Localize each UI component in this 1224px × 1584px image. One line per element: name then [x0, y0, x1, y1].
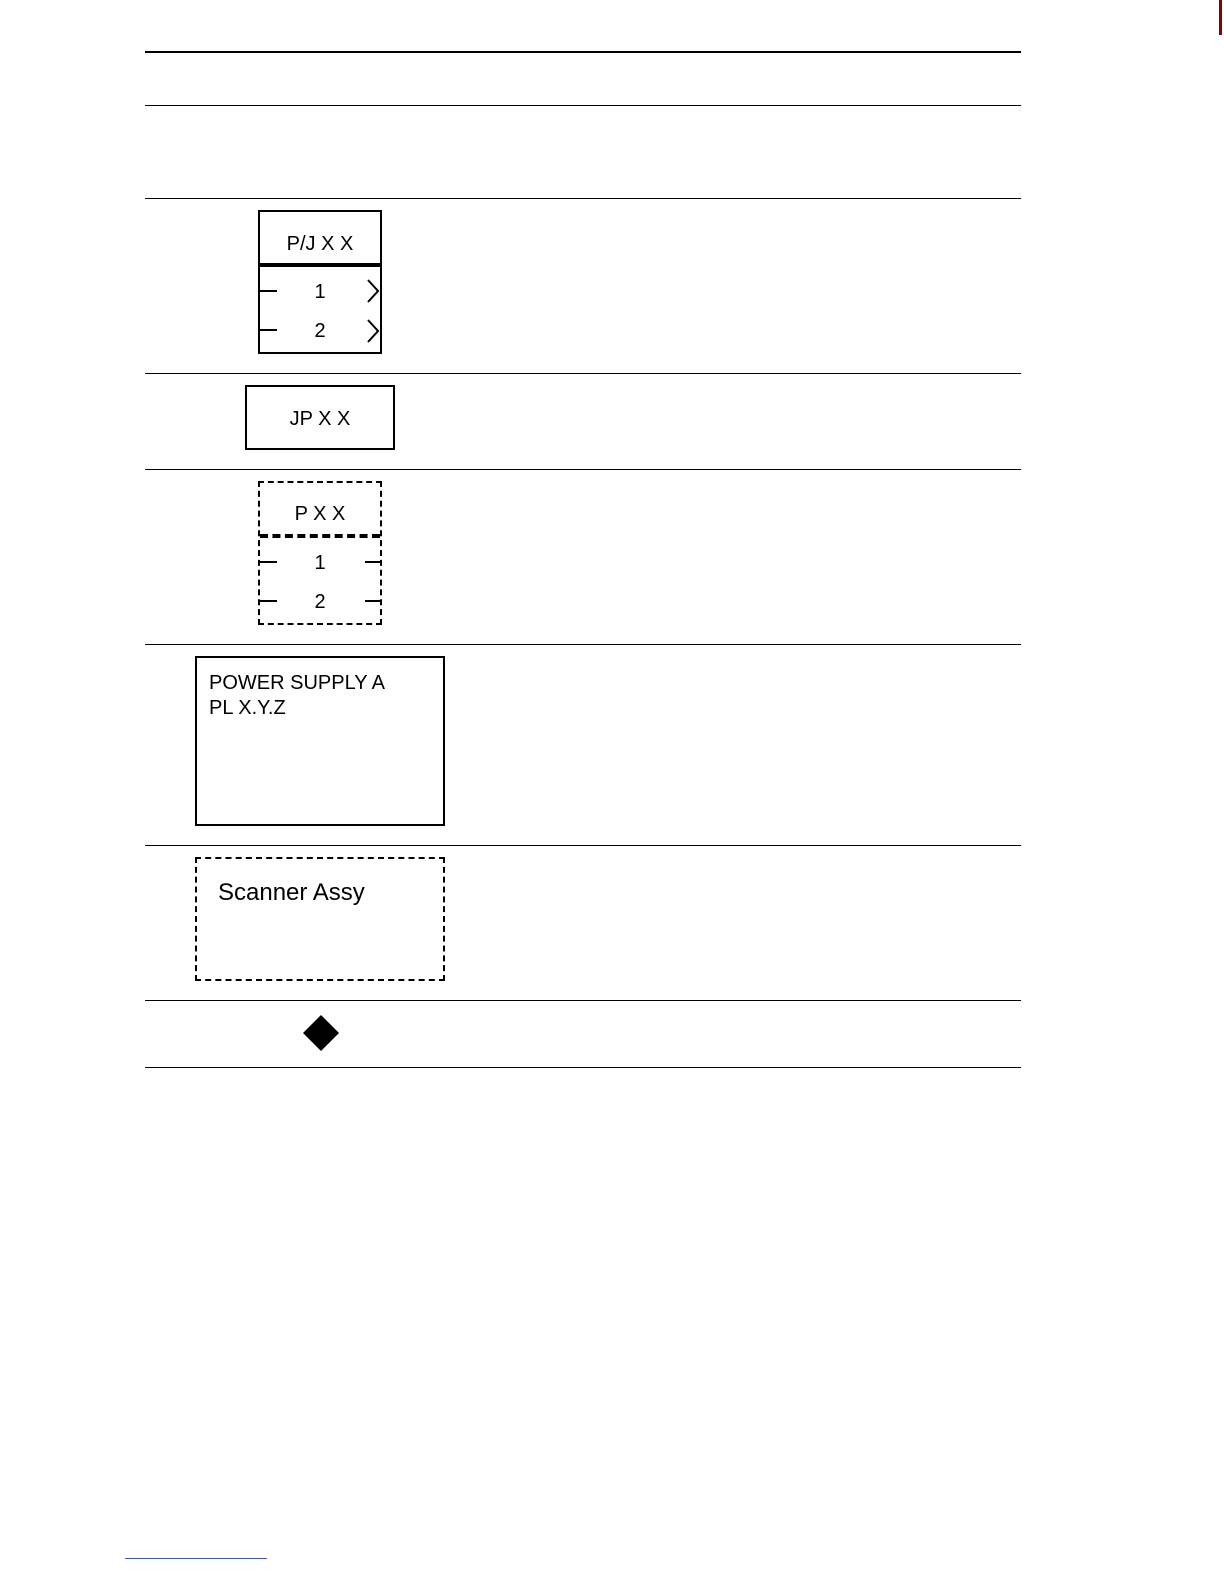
page-edge-rule	[1219, 0, 1222, 35]
row-rule-4	[145, 644, 1021, 645]
jumper-symbol	[245, 385, 395, 450]
plug-jack-divider	[260, 263, 380, 267]
plug-jack-pin-1: 1	[314, 281, 326, 303]
diamond-icon	[302, 1014, 340, 1052]
plug-symbol	[258, 481, 382, 625]
table-bottom-rule	[145, 1067, 1021, 1068]
pin-tick-right	[365, 600, 380, 602]
jack-chevron-icon	[366, 319, 380, 343]
plug-pin-2: 2	[314, 591, 326, 613]
pin-tick-right	[365, 561, 380, 563]
row-rule-1	[145, 198, 1021, 199]
power-supply-component-box	[195, 656, 445, 826]
parts-list-ref: PL X.Y.Z	[209, 697, 286, 719]
component-name: POWER SUPPLY A	[209, 672, 385, 694]
row-rule-5	[145, 845, 1021, 846]
plug-jack-symbol	[258, 210, 382, 354]
plug-pin-1: 1	[314, 552, 326, 574]
footer-rule	[125, 1558, 267, 1559]
plug-jack-pin-2: 2	[314, 320, 326, 342]
table-header-rule	[145, 105, 1021, 106]
scanner-assy-box	[195, 857, 445, 981]
row-rule-3	[145, 469, 1021, 470]
table-top-rule	[145, 51, 1021, 53]
scanner-assy-label: Scanner Assy	[218, 879, 365, 906]
plug-title: P X X	[294, 503, 346, 525]
plug-jack-title: P/J X X	[286, 233, 354, 255]
jumper-title: JP X X	[289, 408, 351, 430]
row-rule-2	[145, 373, 1021, 374]
jack-chevron-icon	[366, 279, 380, 303]
row-rule-6	[145, 1000, 1021, 1001]
plug-divider	[260, 534, 380, 538]
